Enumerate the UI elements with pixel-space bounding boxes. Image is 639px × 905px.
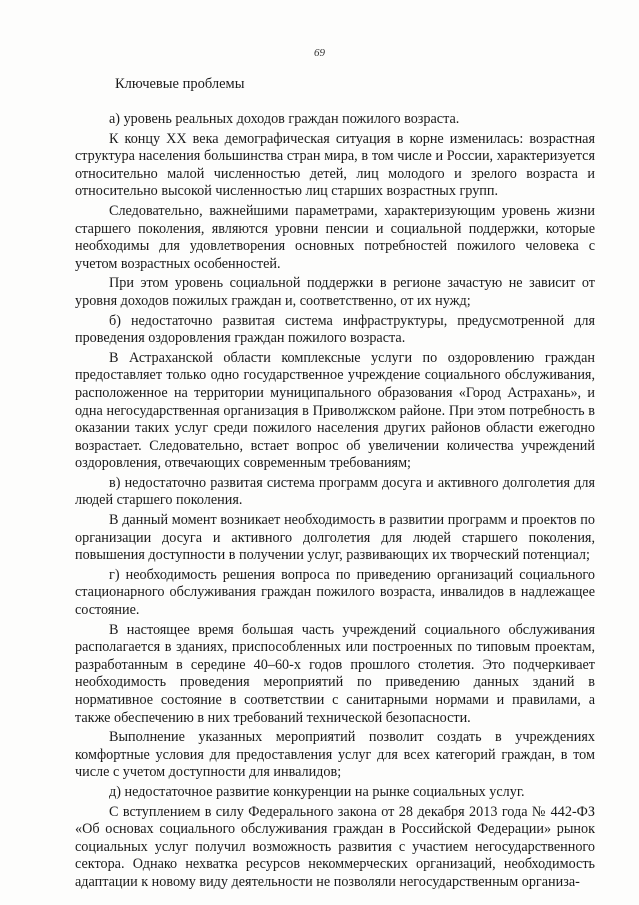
paragraph: д) недостаточное развитие конкуренции на рынке социальных услуг. — [109, 783, 525, 800]
paragraph: В данный момент возникает необходимость в развитии программ и проектов по организации досуга и активного долголетия для людей старшего поколения, повышения доступности в получении услуг, развивающих их творческий потенциал; — [75, 512, 595, 564]
paragraph: При этом уровень социальной поддержки в регионе зачастую не зависит от уровня доходов пожилых граждан и, соответственно, от их нужд; — [75, 275, 595, 309]
paragraph: К концу XX века демографическая ситуация в корне изменилась: возрастная структура населения большинства стран мира, в том числе и России, характеризуется относительно малой численностью детей, лиц молодого и зрелого возраста и относительно высокой численностью лиц старших возрастных групп. — [75, 130, 595, 200]
paragraph: б) недостаточно развитая система инфраструктуры, предусмотренной для проведения оздоровления граждан пожилого возраста. — [75, 312, 595, 347]
paragraph: а) уровень реальных доходов граждан пожилого возраста. — [109, 111, 460, 127]
page-number: 69 — [314, 47, 325, 59]
document-body — [75, 111, 595, 892]
paragraph: г) необходимость решения вопроса по приведению организаций социального стационарного обслуживания граждан пожилого возраста, инвалидов в надлежащее состояние. — [75, 566, 595, 619]
paragraph: В Астраханской области комплексные услуги по оздоровлению граждан предоставляет только одно государственное учреждение социального обслуживания, расположенное на территории муниципального образования «Город Астрахань», и одна негосударственная организация в Приволжском районе. При этом потребность в оказании таких услуг среди пожилого населения других районов области ежегодно возрастает. Следовательно, встает вопрос об увеличении количества учреждений оздоровления, отвечающих современным требованиям; — [75, 349, 595, 472]
paragraph: Выполнение указанных мероприятий позволит создать в учреждениях комфортные условия для предоставления услуг для всех категорий граждан, в том числе с учетом доступности для инвалидов; — [75, 729, 595, 781]
section-heading: Ключевые проблемы — [115, 76, 245, 92]
paragraph: С вступлением в силу Федерального закона от 28 декабря 2013 года № 442-ФЗ «Об основах социального обслуживания граждан в Российской Федерации» рынок социальных услуг получил возможность развития с участием негосударственного сектора. Однако нехватка ресурсов некоммерческих организаций, необходимость адаптации к новому виду деятельности не позволяли негосударственным организа- — [75, 803, 595, 890]
paragraph: в) недостаточно развитая система программ досуга и активного долголетия для людей старшего поколения. — [75, 474, 595, 509]
paragraph: В настоящее время большая часть учреждений социального обслуживания располагается в зданиях, приспособленных или построенных по типовым проектам, разработанным в середине 40–60-х годов прошлого столетия. Это подчеркивает необходимость проведения мероприятий по приведению данных зданий в нормативное состояние в соответствии с санитарными нормами и правилами, а также обеспечению в них требований технической безопасности. — [75, 621, 595, 726]
paragraph: Следовательно, важнейшими параметрами, характеризующим уровень жизни старшего поколения, являются уровни пенсии и социальной поддержки, которые необходимы для удовлетворения основных потребностей пожилого человека с учетом возрастных особенностей. — [75, 202, 595, 272]
